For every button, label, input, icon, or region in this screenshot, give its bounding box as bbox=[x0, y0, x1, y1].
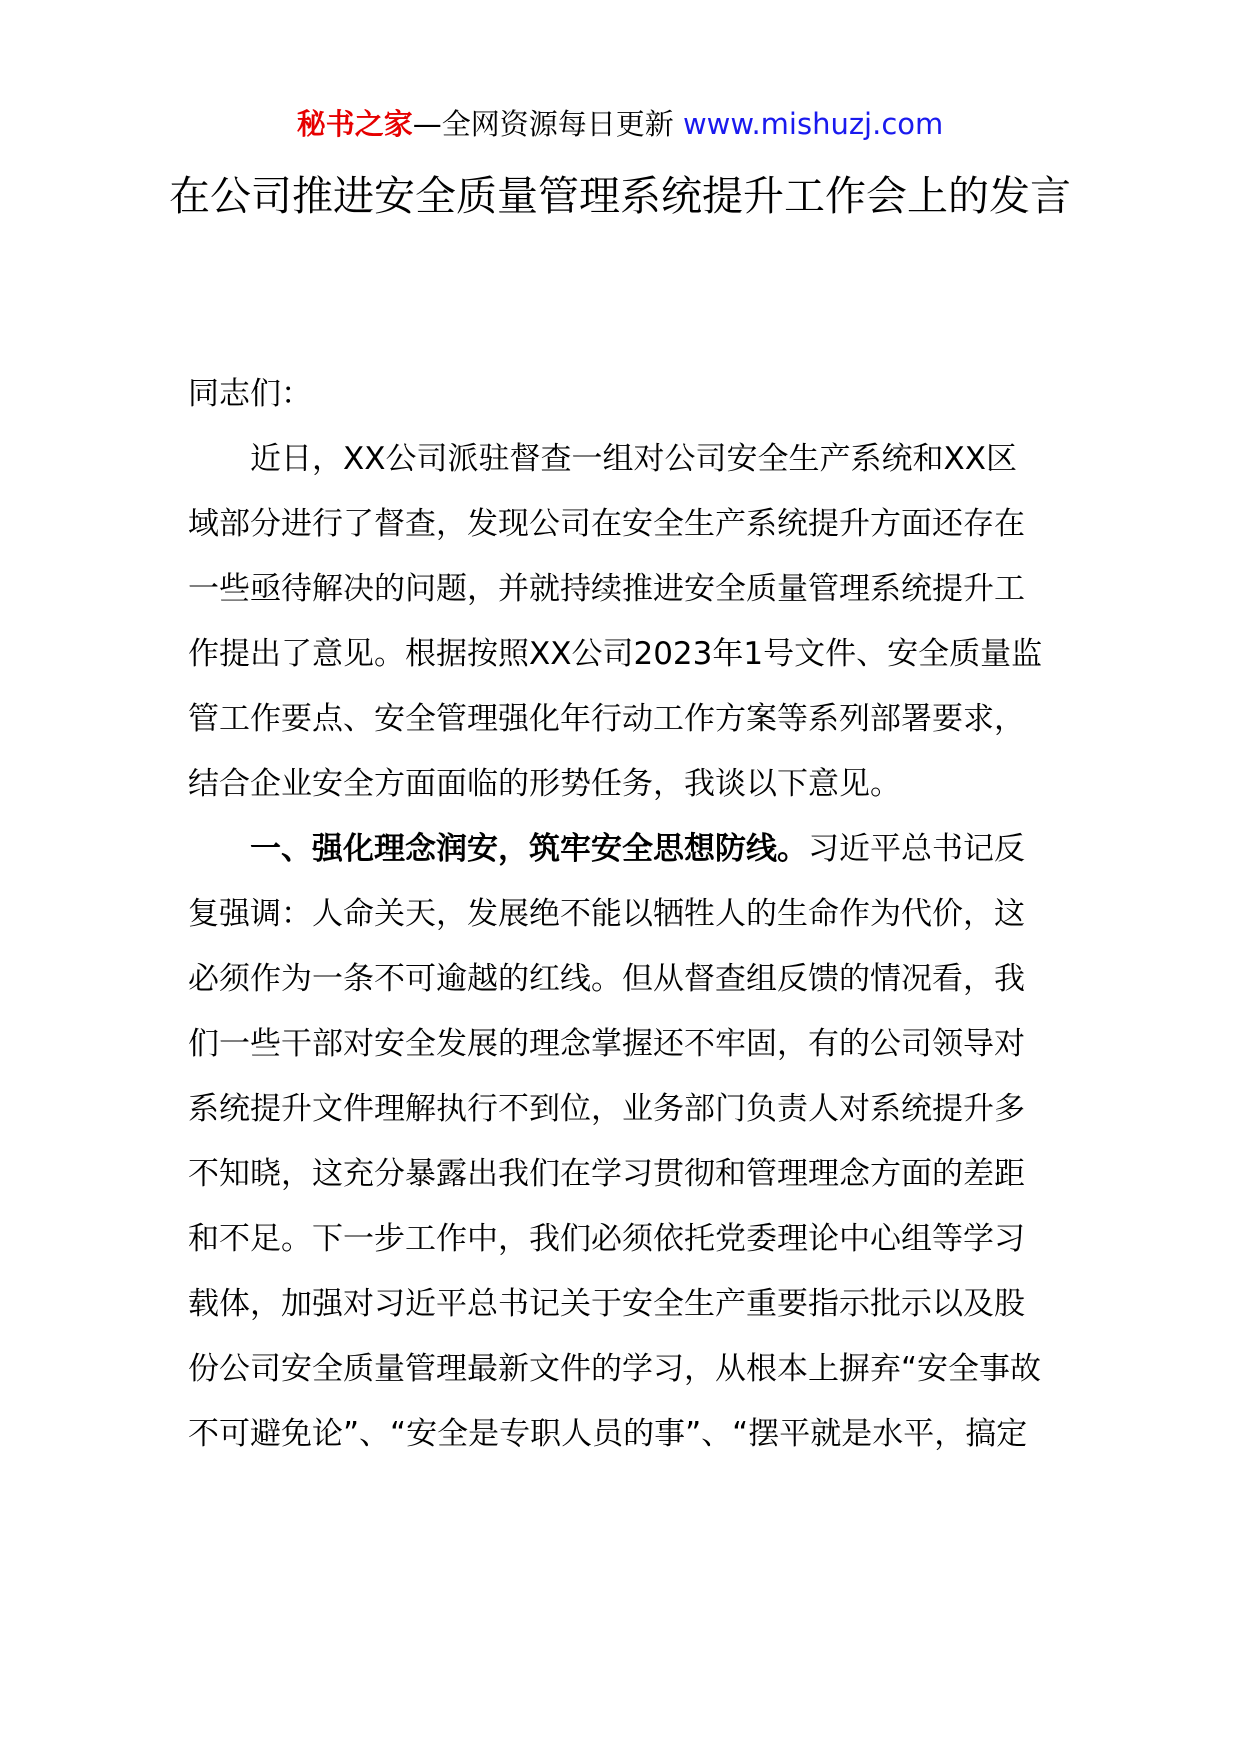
section-heading: 一、强化理念润安，筑牢安全思想防线。 bbox=[250, 831, 808, 867]
site-header bbox=[0, 104, 1240, 144]
site-url-link[interactable]: www.mishuzj.com bbox=[682, 107, 944, 141]
site-name: 秘书之家 bbox=[296, 107, 413, 141]
document-title: 在公司推进安全质量管理系统提升工作会上的发言 bbox=[169, 172, 1071, 220]
paragraph-section-1 bbox=[188, 817, 1044, 1467]
document-body bbox=[188, 362, 1044, 1467]
salutation: 同志们： bbox=[188, 376, 312, 412]
section-text: 习近平总书记反复强调：人命关天，发展绝不能以牺牲人的生命作为代价，这必须作为一条不可逾越的红线。但从督查组反馈的情况看，我们一些干部对安全发展的理念掌握还不牢固，有的公司领导对系统提升文件理解执行不到位，业务部门负责人对系统提升多不知晓，这充分暴露出我们在学习贯彻和管理理念方面的差距和不足。下一步工作中，我们必须依托党委理论中心组等学习载体，加强对习近平总书记关于安全生产重要指示批示以及股份公司安全质量管理最新文件的学习，从根本上摒弃“安全事故不可避免论”、“安全是专职人员的事”、“摆平就是水平，搞定 bbox=[188, 831, 1042, 1452]
site-slogan: —全网资源每日更新 bbox=[412, 107, 674, 141]
paragraph-intro: 近日，XX公司派驻督查一组对公司安全生产系统和XX区域部分进行了督查，发现公司在安全生产系统提升方面还存在一些亟待解决的问题，并就持续推进安全质量管理系统提升工作提出了意见。根据按照XX公司2023年1号文件、安全质量监管工作要点、安全管理强化年行动工作方案等系列部署要求，结合企业安全方面面临的形势任务，我谈以下意见。 bbox=[188, 441, 1043, 802]
